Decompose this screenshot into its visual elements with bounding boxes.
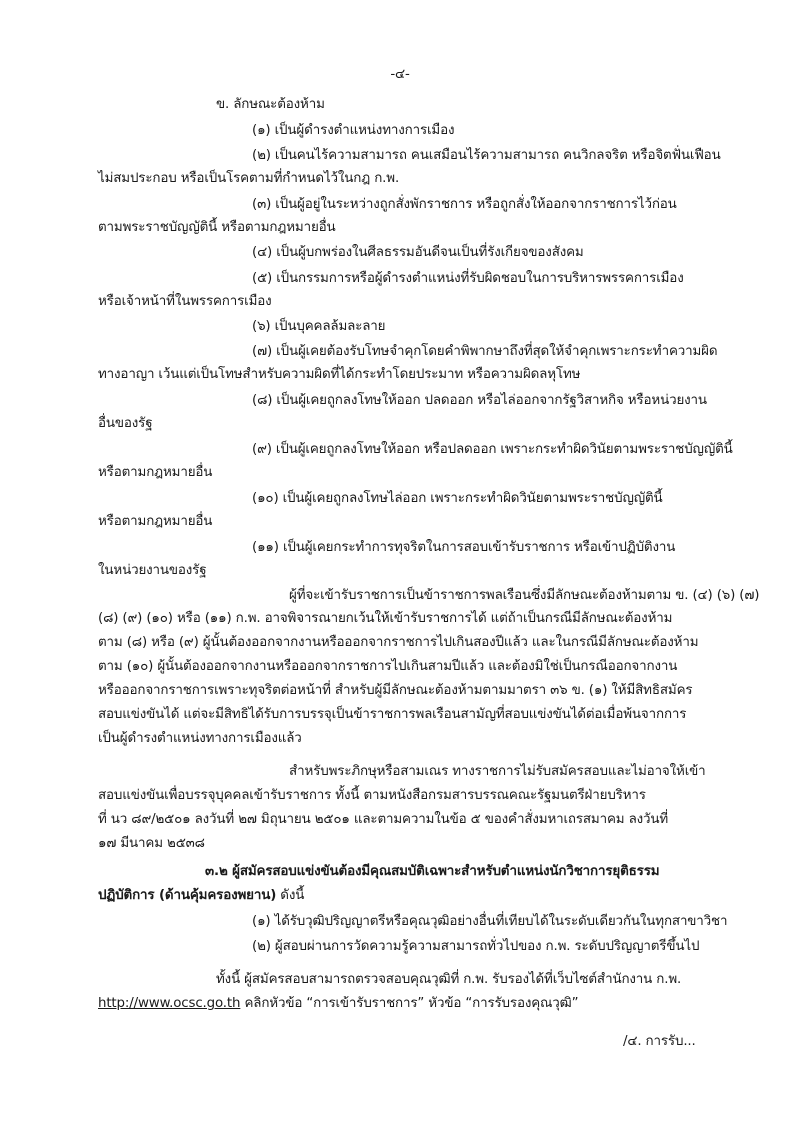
prohibited-item-9-cont: หรือตามกฎหมายอื่น [98,465,213,480]
exemption-paragraph-line: เป็นผู้ดำรงตำแหน่งทางการเมืองแล้ว [98,731,302,746]
section-32-position-title: ปฏิบัติการ (ด้านคุ้มครองพยาน) [98,888,277,903]
prohibited-item-9: (๙) เป็นผู้เคยถูกลงโทษให้ออก หรือปลดออก เพราะกระทำผิดวินัยตามพระราชบัญญัตินี้ [252,442,733,457]
exemption-paragraph-line: ตาม (๑๐) ผู้นั้นต้องออกจากงานหรือออกจากราชการไปเกินสามปีแล้ว และต้องมิใช่เป็นกรณีออกจากงาน [98,659,678,674]
prohibited-item-10: (๑๐) เป็นผู้เคยถูกลงโทษไล่ออก เพราะกระทำผิดวินัยตามพระราชบัญญัตินี้ [252,491,663,506]
prohibited-item-8: (๘) เป็นผู้เคยถูกลงโทษให้ออก ปลดออก หรือไล่ออกจากรัฐวิสาหกิจ หรือหน่วยงาน [252,393,707,408]
monk-paragraph-line: ๑๗ มีนาคม ๒๕๓๘ [98,836,205,851]
prohibited-item-10-cont: หรือตามกฎหมายอื่น [98,514,213,529]
exemption-paragraph-line: (๘) (๙) (๑๐) หรือ (๑๑) ก.พ. อาจพิจารณายกเว้นให้เข้ารับราชการได้ แต่ถ้าเป็นกรณีมีลักษณะต้องห้าม [98,611,673,626]
exemption-paragraph-line: สอบแข่งขันได้ แต่จะมีสิทธิได้รับการบรรจุเป็นข้าราชการพลเรือนสามัญที่สอบแข่งขันได้ต่อเมื่อพ้นจากการ [98,707,687,722]
section-32-heading: ๓.๒ ผู้สมัครสอบแข่งขันต้องมีคุณสมบัติเฉพาะสำหรับตำแหน่งนักวิชาการยุติธรรม [205,864,660,879]
prohibited-item-11-cont: ในหน่วยงานของรัฐ [98,563,207,578]
section-32-heading-cont [98,887,304,905]
prohibited-item-8-cont: อื่นของรัฐ [98,416,153,431]
continued-marker: /๔. การรับ... [623,1034,696,1049]
exemption-paragraph-line: ผู้ที่จะเข้ารับราชการเป็นข้าราชการพลเรือนซึ่งมีลักษณะต้องห้ามตาม ข. (๔) (๖) (๗) [289,588,760,603]
page-number: -๔- [390,67,410,82]
prohibited-item-5-cont: หรือเจ้าหน้าที่ในพรรคการเมือง [98,294,272,309]
prohibited-item-2: (๒) เป็นคนไร้ความสามารถ คนเสมือนไร้ความสามารถ คนวิกลจริต หรือจิตฟั่นเฟือน [252,148,721,163]
section-32-item-1: (๑) ได้รับวุฒิปริญญาตรีหรือคุณวุฒิอย่างอื่นที่เทียบได้ในระดับเดียวกันในทุกสาขาวิชา [252,914,728,929]
section-32-heading-tail: ดังนี้ [280,888,305,903]
prohibited-item-6: (๖) เป็นบุคคลล้มละลาย [252,319,386,334]
exemption-paragraph-line: หรือออกจากราชการเพราะทุจริตต่อหน้าที่ สำหรับผู้มีลักษณะต้องห้ามตามมาตรา ๓๖ ข. (๑) ให้มีสิทธิสมัคร [98,683,693,698]
prohibited-item-7: (๗) เป็นผู้เคยต้องรับโทษจำคุกโดยคำพิพากษาถึงที่สุดให้จำคุกเพราะกระทำความผิด [252,344,718,359]
monk-paragraph-line: สำหรับพระภิกษุหรือสามเณร ทางราชการไม่รับสมัครสอบและไม่อาจให้เข้า [289,764,706,779]
monk-paragraph-line: สอบแข่งขันเพื่อบรรจุบุคคลเข้ารับราชการ ทั้งนี้ ตามหนังสือกรมสารบรรณคณะรัฐมนตรีฝ่ายบริหาร [98,788,646,803]
prohibited-item-11: (๑๑) เป็นผู้เคยกระทำการทุจริตในการสอบเข้ารับราชการ หรือเข้าปฏิบัติงาน [252,540,676,555]
prohibited-item-3: (๓) เป็นผู้อยู่ในระหว่างถูกสั่งพักราชการ หรือถูกสั่งให้ออกจากราชการไว้ก่อน [252,197,677,212]
verify-instructions: คลิกหัวข้อ “การเข้ารับราชการ” หัวข้อ “การรับรองคุณวุฒิ” [244,996,579,1011]
prohibited-item-4: (๔) เป็นผู้บกพร่องในศีลธรรมอันดีจนเป็นที่รังเกียจของสังคม [252,245,584,260]
verify-paragraph-line-2 [98,995,578,1013]
monk-paragraph-line: ที่ นว ๘๙/๒๕๐๑ ลงวันที่ ๒๗ มิถุนายน ๒๕๐๑ และตามความในข้อ ๕ ของคำสั่งมหาเถรสมาคม ลงวันที่ [98,812,669,827]
verify-paragraph-line: ทั้งนี้ ผู้สมัครสอบสามารถตรวจสอบคุณวุฒิที่ ก.พ. รับรองได้ที่เว็บไซต์สำนักงาน ก.พ. [216,972,682,987]
section-32-item-2: (๒) ผู้สอบผ่านการวัดความรู้ความสามารถทั่วไปของ ก.พ. ระดับปริญญาตรีขึ้นไป [252,939,700,954]
prohibited-item-3-cont: ตามพระราชบัญญัตินี้ หรือตามกฎหมายอื่น [98,220,336,235]
prohibited-item-7-cont: ทางอาญา เว้นแต่เป็นโทษสำหรับความผิดที่ได้กระทำโดยประมาท หรือความผิดลหุโทษ [98,367,581,382]
exemption-paragraph-line: ตาม (๘) หรือ (๙) ผู้นั้นต้องออกจากงานหรือออกจากราชการไปเกินสองปีแล้ว และในกรณีมีลักษณะต้องห้าม [98,635,699,650]
prohibited-item-2-cont: ไม่สมประกอบ หรือเป็นโรคตามที่กำหนดไว้ในกฎ ก.พ. [98,171,400,186]
prohibited-item-5: (๕) เป็นกรรมการหรือผู้ดำรงตำแหน่งที่รับผิดชอบในการบริหารพรรคการเมือง [252,271,684,286]
section-kho-title: ข. ลักษณะต้องห้าม [216,97,325,112]
ocsc-website-link[interactable]: http://www.ocsc.go.th [98,996,241,1011]
prohibited-item-1: (๑) เป็นผู้ดำรงตำแหน่งทางการเมือง [252,123,455,138]
